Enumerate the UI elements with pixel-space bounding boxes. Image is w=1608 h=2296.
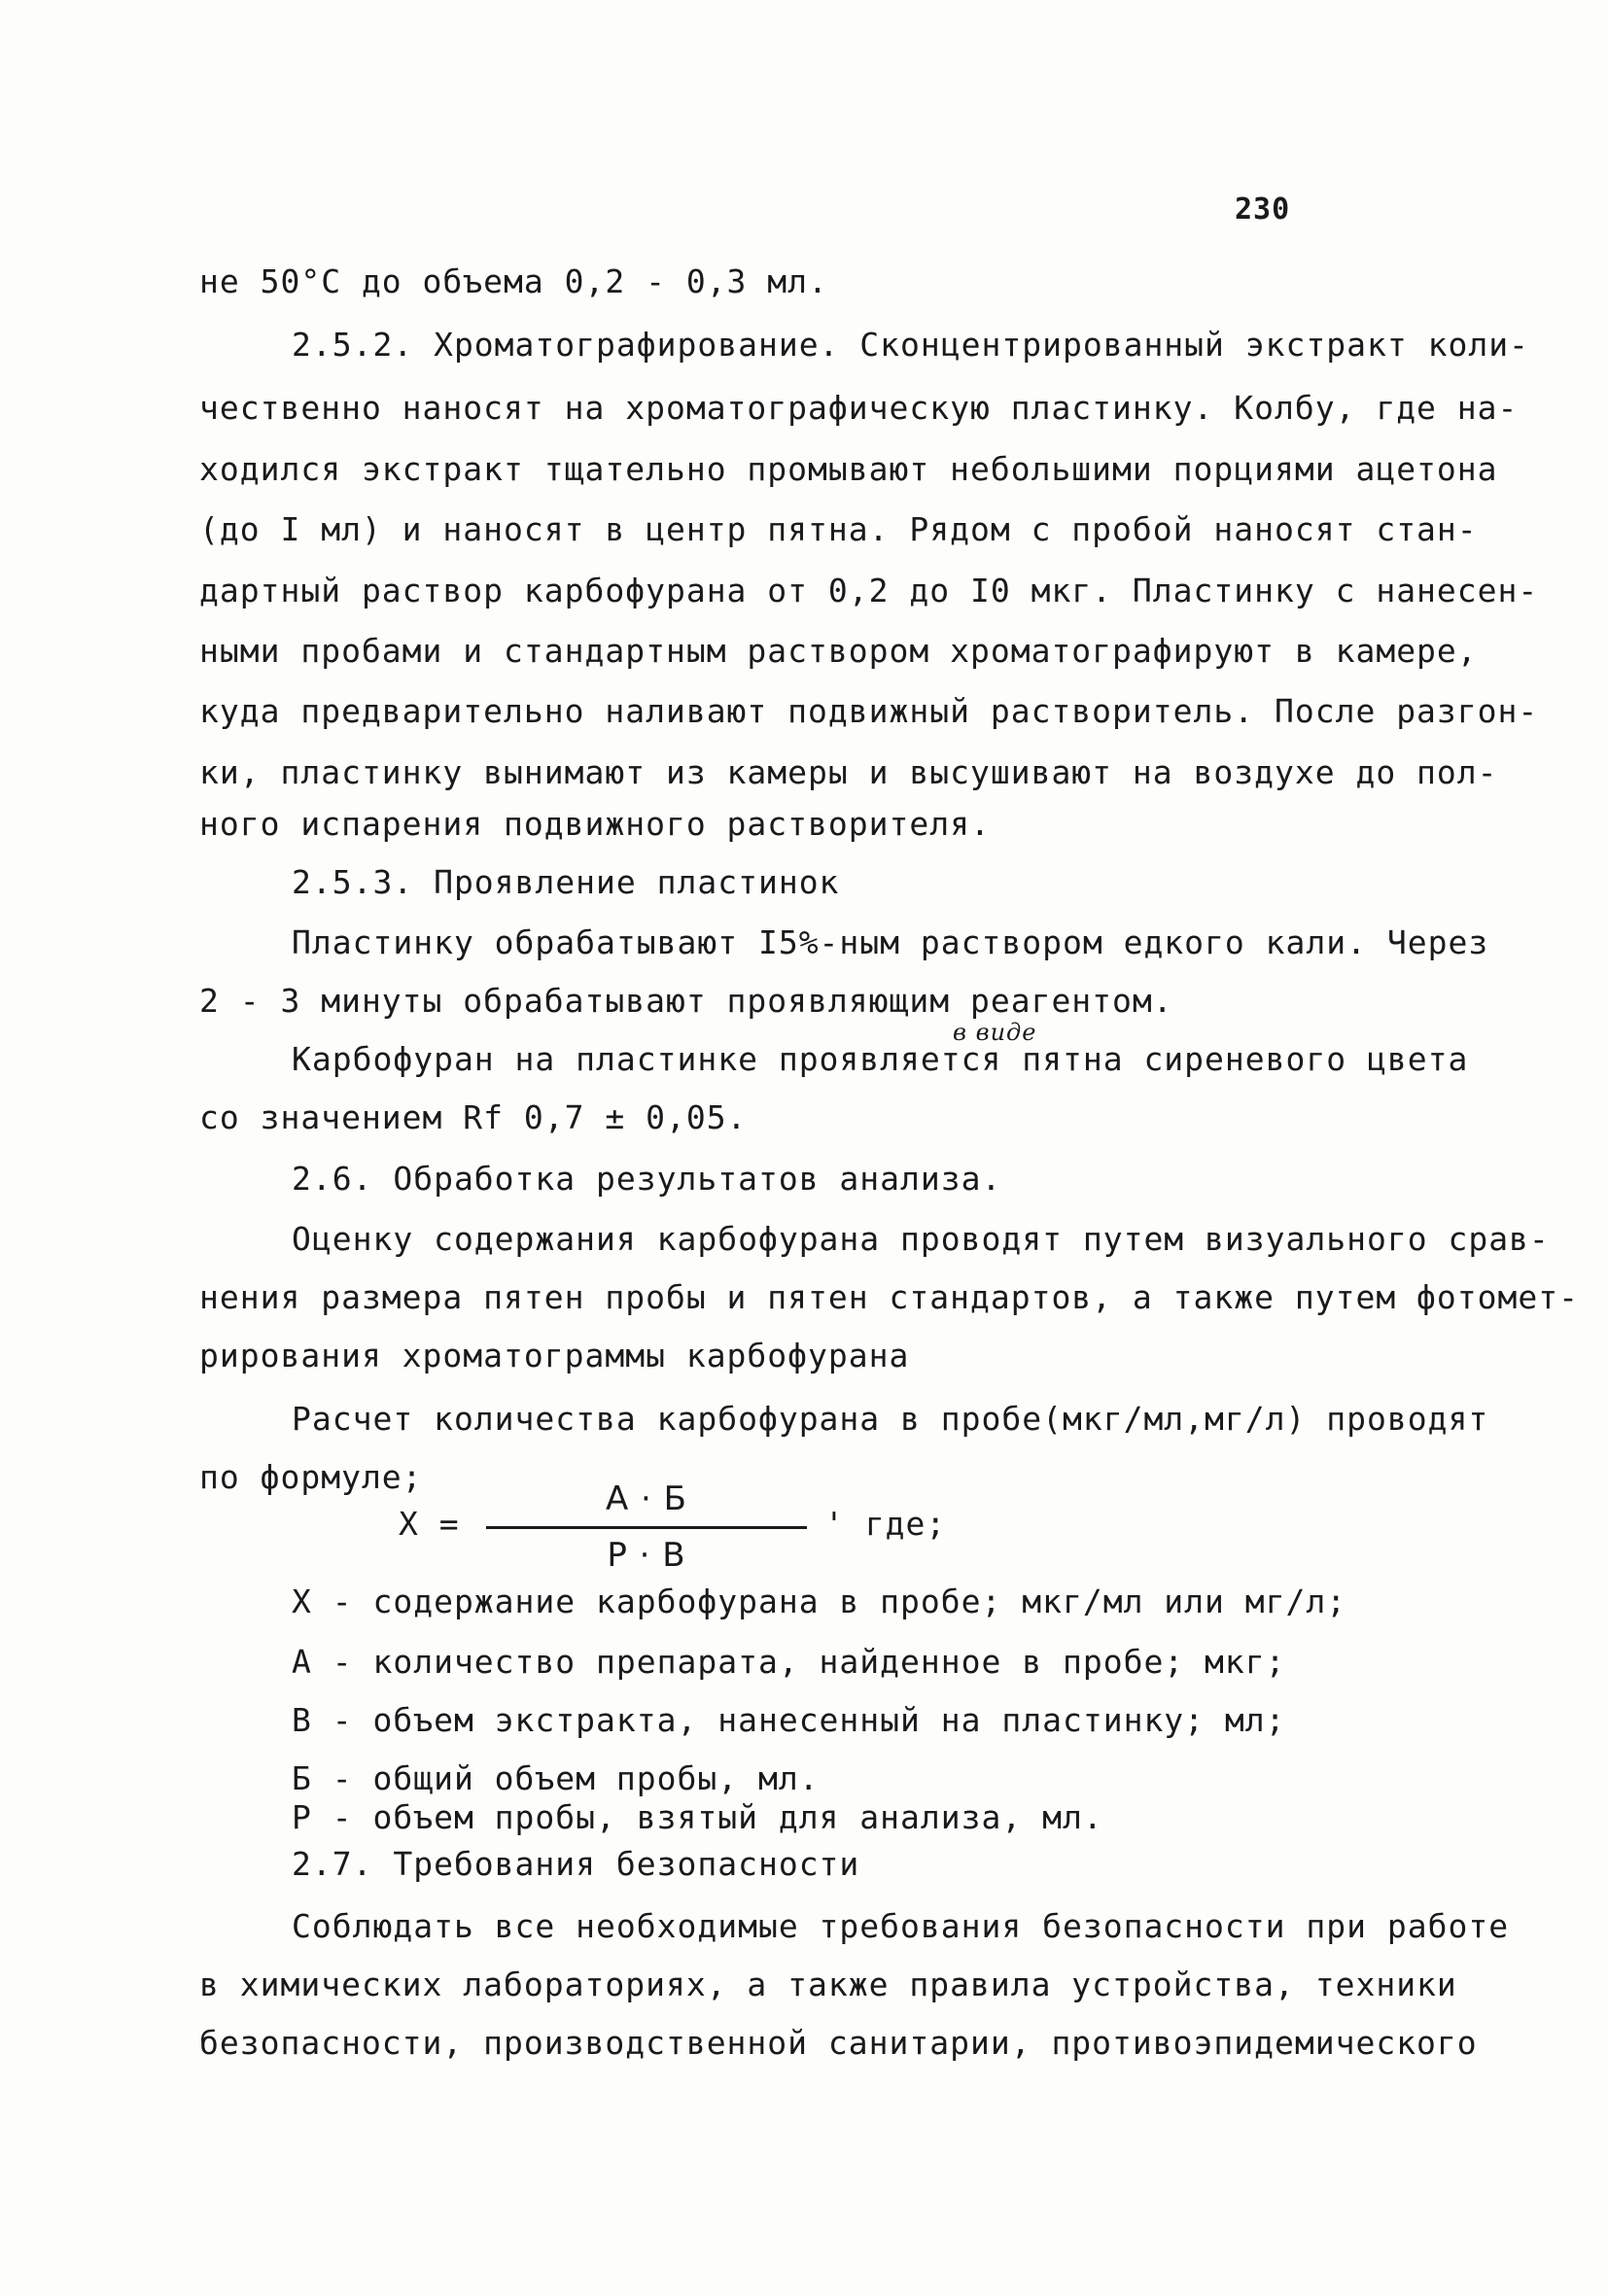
variable-definition: Б - общий объем пробы, мл.	[292, 1759, 820, 1797]
text-line: чественно наносят на хроматографическую пластинку. Колбу, где на-	[199, 389, 1519, 427]
formula-numerator: А · Б	[605, 1479, 687, 1518]
fraction-bar	[486, 1526, 807, 1529]
text-line: рирования хроматограммы карбофурана	[199, 1337, 910, 1374]
text-line: ходился экстракт тщательно промывают небольшими порциями ацетона	[199, 450, 1498, 488]
section-heading-2-6: 2.6. Обработка результатов анализа.	[292, 1160, 1002, 1198]
text-line: Карбофуран на пластинке проявляется пятна сиреневого цвета	[292, 1040, 1469, 1078]
text-line: со значением Rf 0,7 ± 0,05.	[199, 1098, 748, 1136]
text-line: нения размера пятен пробы и пятен стандартов, а также путем фотомет-	[199, 1278, 1580, 1316]
section-heading-2-5-3: 2.5.3. Проявление пластинок	[292, 863, 840, 901]
formula-suffix: ' где;	[824, 1505, 947, 1543]
formula-denominator: Р · В	[607, 1536, 686, 1575]
formula-lhs: Х =	[399, 1505, 460, 1543]
text-line: безопасности, производственной санитарии, противоэпидемического	[199, 2024, 1478, 2062]
text-line: куда предварительно наливают подвижный растворитель. После разгон-	[199, 692, 1539, 730]
text-line: Оценку содержания карбофурана проводят путем визуального срав-	[292, 1220, 1550, 1258]
handwritten-insert: в виде	[953, 1019, 1037, 1046]
text-line: ными пробами и стандартным раствором хроматографируют в камере,	[199, 632, 1478, 670]
variable-definition: В - объем экстракта, нанесенный на пластинку; мл;	[292, 1701, 1286, 1739]
text-line: ки, пластинку вынимают из камеры и высушивают на воздухе до пол-	[199, 753, 1498, 791]
variable-definition: Х - содержание карбофурана в пробе; мкг/мл или мг/л;	[292, 1583, 1347, 1620]
text-line: ного испарения подвижного растворителя.	[199, 805, 991, 843]
text-line: 2 - 3 минуты обрабатывают проявляющим реагентом.	[199, 982, 1173, 1020]
variable-definition: Р - объем пробы, взятый для анализа, мл.	[292, 1798, 1103, 1836]
text-line: (до I мл) и наносят в центр пятна. Рядом с пробой наносят стан-	[199, 510, 1478, 548]
text-line: по формуле;	[199, 1458, 423, 1496]
text-line: Соблюдать все необходимые требования безопасности при работе	[292, 1907, 1510, 1945]
text-line: Расчет количества карбофурана в пробе(мкг/мл,мг/л) проводят	[292, 1400, 1489, 1438]
text-line: не 50°С до объема 0,2 - 0,3 мл.	[199, 262, 828, 300]
text-line: Пластинку обрабатывают I5%-ным раствором едкого кали. Через	[292, 923, 1489, 961]
page-number: 230	[1235, 192, 1291, 226]
variable-definition: А - количество препарата, найденное в пробе; мкг;	[292, 1643, 1286, 1681]
section-heading-2-5-2: 2.5.2. Хроматографирование. Сконцентрированный экстракт коли-	[292, 326, 1529, 364]
section-heading-2-7: 2.7. Требования безопасности	[292, 1845, 860, 1883]
text-line: дартный раствор карбофурана от 0,2 до I0 мкг. Пластинку с нанесен-	[199, 572, 1539, 609]
text-line: в химических лабораториях, а также правила устройства, техники	[199, 1966, 1457, 2003]
